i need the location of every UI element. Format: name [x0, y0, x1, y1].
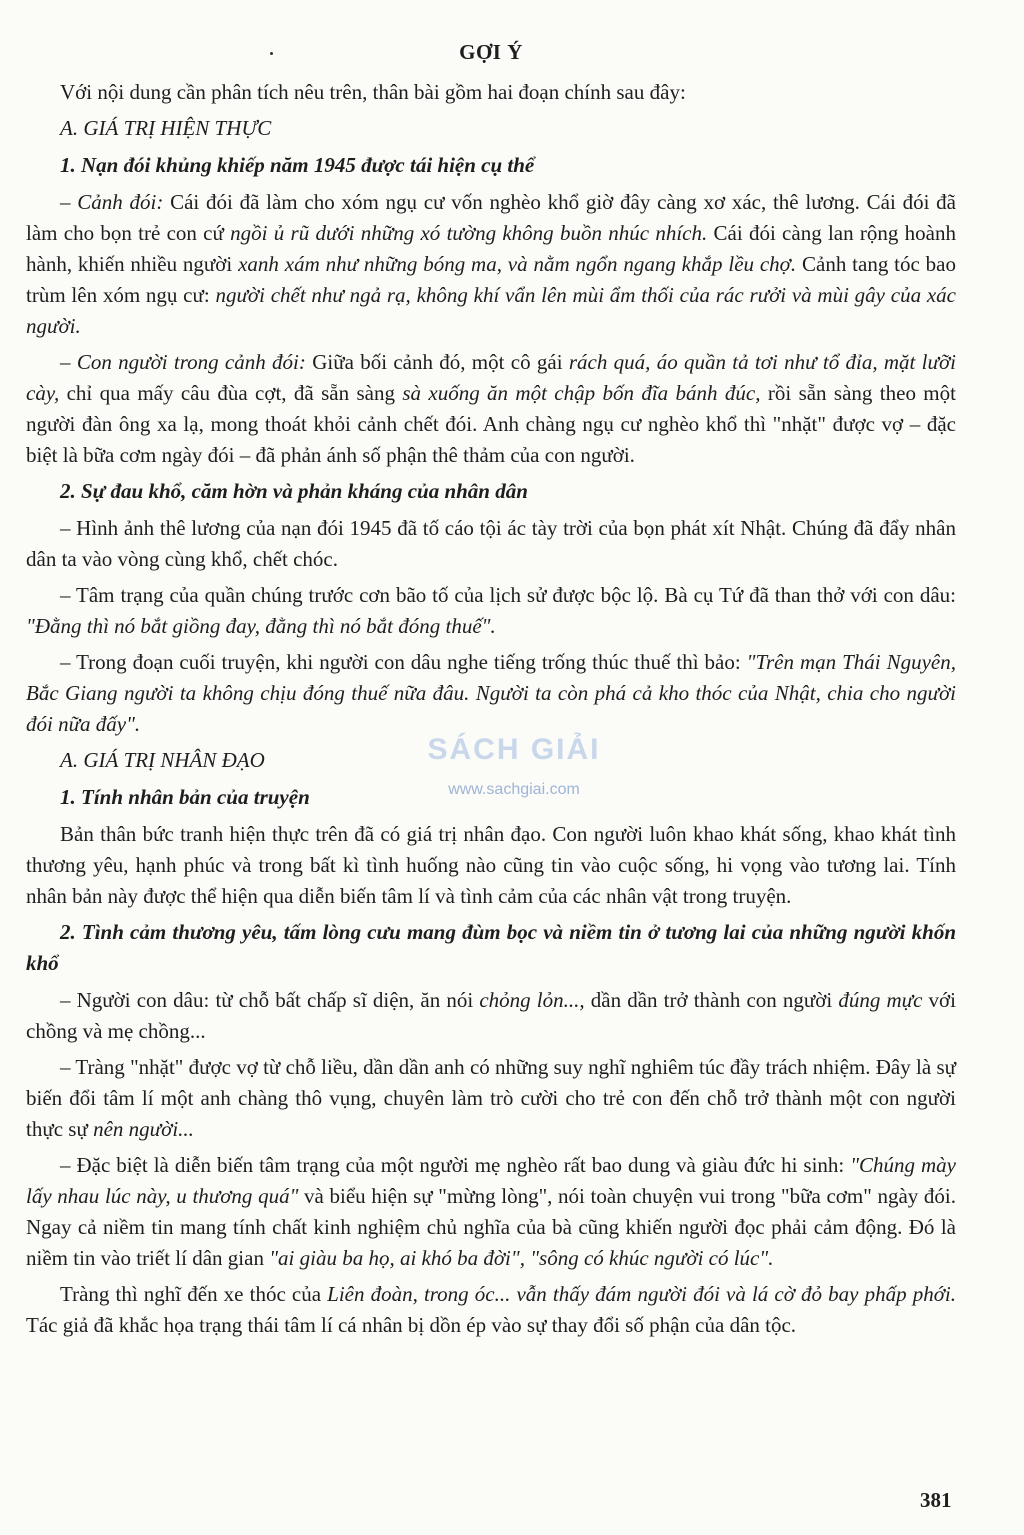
section-heading-hien-thuc: A. GIÁ TRỊ HIỆN THỰC [60, 116, 272, 140]
page-title: GỢI Ý [459, 40, 523, 64]
paragraph-canh-doi: – Cảnh đói: Cái đói đã làm cho xóm ngụ cư vốn nghèo khổ giờ đây càng xơ xác, thê lương. Cái đói đã làm cho bọn trẻ con cứ ngồi ủ rũ dưới những xó tường không buồn nhúc nhích. Cái đói càng lan rộng hoành hành, khiến nhiều người xanh xám như những bóng ma, và nằm ngổn ngang khắp lều chợ. Cảnh tang tóc bao trùm lên xóm ngụ cư: người chết như ngả rạ, không khí vẩn lên mùi ẩm thối của rác rưởi và mùi gây của xác người. [26, 190, 956, 338]
paragraph-con-nguoi: – Con người trong cảnh đói: Giữa bối cảnh đó, một cô gái rách quá, áo quần tả tơi như tổ đỉa, mặt lưỡi cày, chỉ qua mấy câu đùa cợt, đã sẵn sàng sà xuống ăn một chập bốn đĩa bánh đúc, rồi sẵn sàng theo một người đàn ông xa lạ, mong thoát khỏi cảnh chết đói. Anh chàng ngụ cư nghèo khổ thì "nhặt" được vợ – đặc biệt là bữa cơm ngày đói – đã phản ánh số phận thê thảm của con người. [26, 350, 956, 467]
paragraph-trang: – Tràng "nhặt" được vợ từ chỗ liều, dần dần anh có những suy nghĩ nghiêm túc đầy trách nhiệm. Đây là sự biến đổi tâm lí một anh chàng thô vụng, chuyên làm trò cười cho trẻ con đến chỗ trở thành một con người thực sự nên người... [26, 1055, 956, 1141]
paragraph-doan-cuoi: – Trong đoạn cuối truyện, khi người con dâu nghe tiếng trống thúc thuế thì bảo: "Trên mạn Thái Nguyên, Bắc Giang người ta không chịu đóng thuế nữa đâu. Người ta còn phá cả kho thóc của Nhật, chia cho người đói nữa đấy". [26, 650, 956, 736]
watermark-url: www.sachgiai.com [448, 781, 580, 798]
document-page [26, 40, 956, 1346]
watermark-logo: SÁCH GIẢI [427, 733, 601, 766]
subheading-tinh-cam: 2. Tình cảm thương yêu, tấm lòng cưu mang đùm bọc và niềm tin ở tương lai của những người khốn khổ [26, 920, 956, 975]
paragraph-nhan-ban: Bản thân bức tranh hiện thực trên đã có giá trị nhân đạo. Con người luôn khao khát sống, khao khát tình thương yêu, hạnh phúc và trong bất kì tình huống nào cũng tin vào cuộc sống, hi vọng vào tương lai. Tính nhân bản này được thể hiện qua diễn biến tâm lí và tình cảm của các nhân vật trong truyện. [26, 822, 956, 908]
subheading-dau-kho: 2. Sự đau khổ, căm hờn và phản kháng của nhân dân [60, 479, 528, 503]
subheading-nan-doi: 1. Nạn đói khủng khiếp năm 1945 được tái hiện cụ thể [60, 153, 535, 177]
paragraph-con-dau: – Người con dâu: từ chỗ bất chấp sĩ diện, ăn nói chỏng lỏn..., dần dần trở thành con người đúng mực với chồng và mẹ chồng... [26, 988, 956, 1043]
section-heading-nhan-dao: A. GIÁ TRỊ NHÂN ĐẠO [60, 748, 265, 772]
intro-paragraph: Với nội dung cần phân tích nêu trên, thân bài gồm hai đoạn chính sau đây: [60, 80, 686, 104]
paragraph-xe-thoc: Tràng thì nghĩ đến xe thóc của Liên đoàn, trong óc... vẫn thấy đám người đói và lá cờ đỏ bay phấp phới. Tác giả đã khắc họa trạng thái tâm lí cá nhân bị dồn ép vào sự thay đổi số phận của dân tộc. [26, 1282, 956, 1337]
paragraph-nguoi-me: – Đặc biệt là diễn biến tâm trạng của một người mẹ nghèo rất bao dung và giàu đức hi sinh: "Chúng mày lấy nhau lúc này, u thương quá" và biểu hiện sự "mừng lòng", nói toàn chuyện vui trong "bữa cơm" ngày đói. Ngay cả niềm tin mang tính chất kinh nghiệm chủ nghĩa của bà cũng khiến người đọc phải cảm động. Đó là niềm tin vào triết lí dân gian "ai giàu ba họ, ai khó ba đời", "sông có khúc người có lúc". [26, 1153, 957, 1270]
subheading-nhan-ban: 1. Tính nhân bản của truyện [60, 785, 310, 809]
page-number: 381 [920, 1488, 952, 1512]
paragraph-phat-xit: – Hình ảnh thê lương của nạn đói 1945 đã tố cáo tội ác tày trời của bọn phát xít Nhật. Chúng đã đẩy nhân dân ta vào vòng cùng khổ, chết chóc. [26, 516, 956, 571]
paragraph-ba-cu-tu: – Tâm trạng của quần chúng trước cơn bão tố của lịch sử được bộc lộ. Bà cụ Tứ đã than thở với con dâu: "Đằng thì nó bắt giồng đay, đằng thì nó bắt đóng thuế". [26, 583, 956, 638]
